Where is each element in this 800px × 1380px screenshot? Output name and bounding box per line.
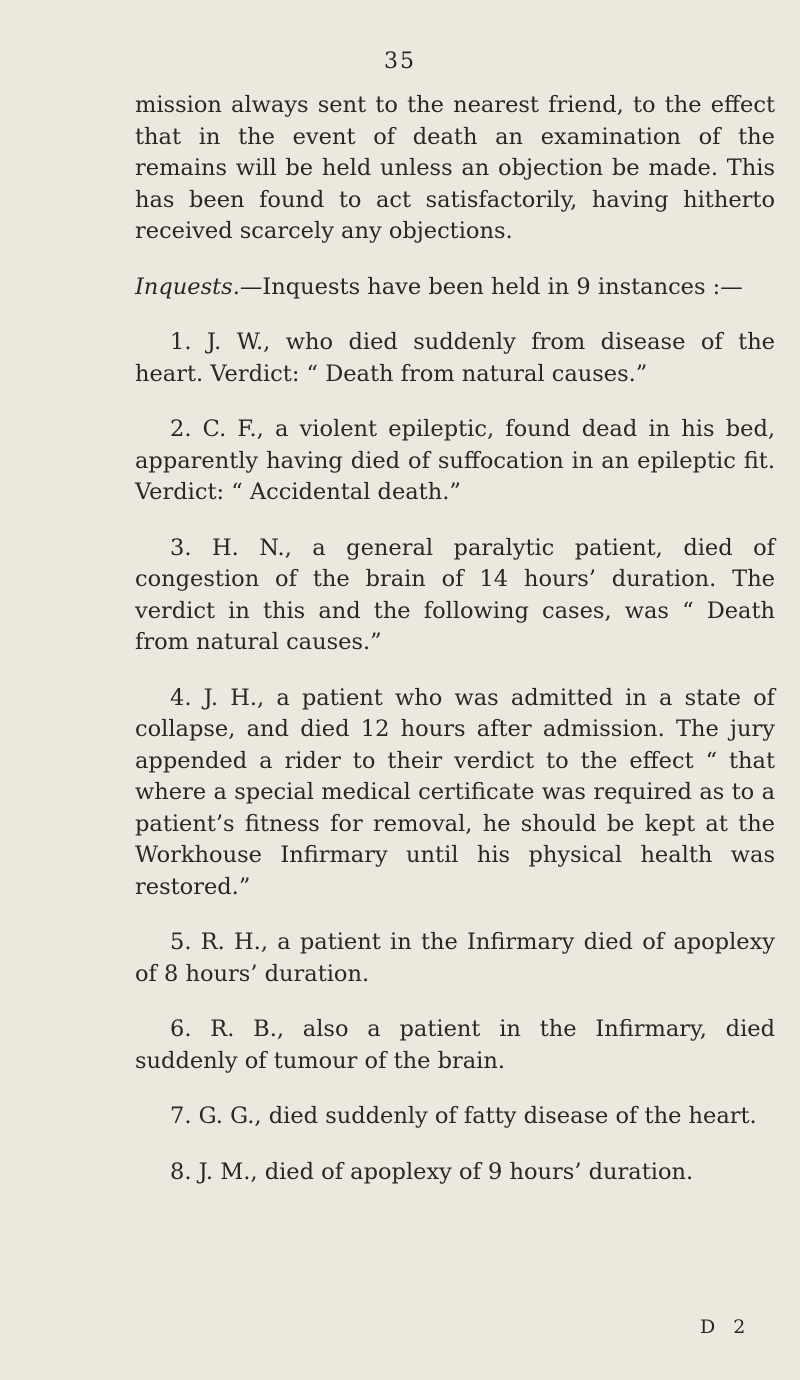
body-text (135, 90, 775, 1188)
inquest-item-1: 1. J. W., who died suddenly from disease of the heart. Verdict: “ Death from natural causes.” (135, 329, 775, 387)
inquest-item-2: 2. C. F., a violent epileptic, found dead in his bed, apparently having died of suffocation in an epileptic fit. Verdict: “ Accidental death.” (135, 416, 775, 505)
inquest-item-4: 4. J. H., a patient who was admitted in a state of collapse, and died 12 hours after admission. The jury appended a rider to their verdict to the effect “ that where a special medical certificate was required as to a patient’s fitness for removal, he should be kept at the Workhouse Infirmary until his physical health was restored.” (135, 684, 775, 900)
inquest-item-6: 6. R. B., also a patient in the Infirmary, died suddenly of tumour of the brain. (135, 1016, 775, 1074)
page-number: 35 (384, 49, 416, 74)
inquests-intro: —Inquests have been held in 9 instances :— (239, 273, 743, 300)
inquests-intro-paragraph (135, 272, 775, 304)
opening-paragraph: mission always sent to the nearest friend, to the effect that in the event of death an examination of the remains will be held unless an objection be made. This has been found to act satisfactorily, having hitherto received scarcely any objections. (135, 92, 775, 244)
inquest-item-8: 8. J. M., died of apoplexy of 9 hours’ duration. (170, 1158, 694, 1185)
inquest-item-7: 7. G. G., died suddenly of fatty disease of the heart. (170, 1103, 757, 1129)
inquests-heading: Inquests. (135, 273, 240, 300)
inquest-item-5: 5. R. H., a patient in the Infirmary died of apoplexy of 8 hours’ duration. (135, 929, 775, 987)
signature-mark: D 2 (700, 1316, 752, 1338)
inquest-item-3: 3. H. N., a general paralytic patient, died of congestion of the brain of 14 hours’ duration. The verdict in this and the following cases, was “ Death from natural causes.” (135, 534, 775, 655)
